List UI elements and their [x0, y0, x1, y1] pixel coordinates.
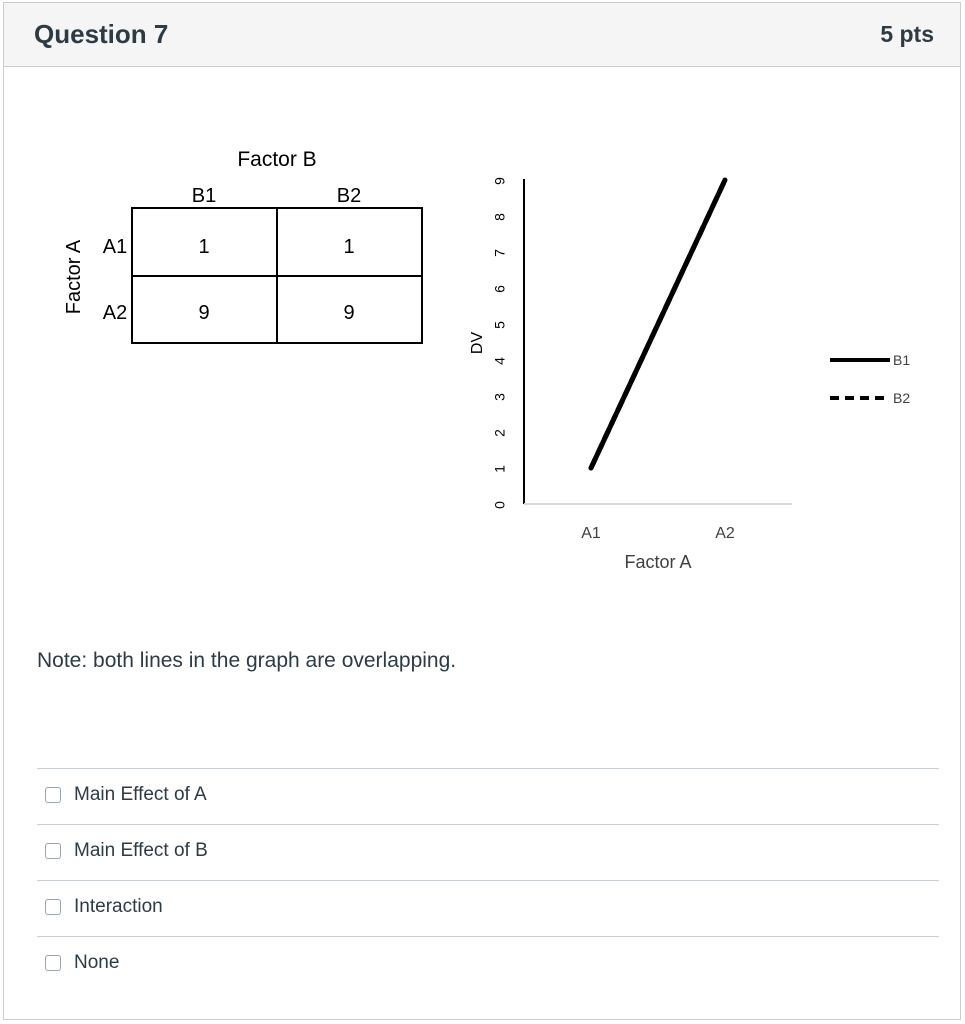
- factorial-table: [63, 148, 422, 343]
- answer-label: None: [74, 952, 120, 973]
- x-tick-label: A2: [715, 525, 735, 542]
- y-tick-label: 5: [491, 321, 508, 329]
- answer-list: [37, 768, 939, 992]
- y-tick-label: 8: [491, 213, 508, 221]
- table-cell-a1-b2: 1: [343, 236, 355, 258]
- y-tick-label: 7: [491, 249, 508, 257]
- answer-checkbox[interactable]: [45, 787, 61, 803]
- table-row-header-a2: A2: [102, 302, 128, 324]
- question-card: [3, 2, 961, 1020]
- question-title: Question 7: [34, 19, 169, 49]
- answer-label: Main Effect of B: [74, 840, 208, 861]
- y-tick-label: 6: [491, 285, 508, 293]
- y-axis-label: DV: [469, 331, 486, 355]
- answer-label: Interaction: [74, 896, 163, 917]
- y-tick-label: 2: [491, 429, 508, 437]
- question-figure: [4, 3, 960, 623]
- answer-checkbox[interactable]: [45, 955, 61, 971]
- table-cell-a1-b1: 1: [198, 236, 210, 258]
- answer-checkbox[interactable]: [45, 899, 61, 915]
- y-tick-label: 3: [491, 393, 508, 401]
- table-row-factor: Factor A: [63, 239, 85, 315]
- table-col-header-b2: B2: [336, 185, 362, 207]
- table-row-header-a1: A1: [102, 236, 128, 258]
- answer-option-main-effect-b[interactable]: [37, 824, 939, 880]
- y-tick-label: 4: [491, 357, 508, 365]
- table-col-factor: Factor B: [237, 148, 317, 171]
- table-cell-a2-b2: 9: [343, 302, 355, 324]
- series-line-b1: [591, 180, 725, 468]
- x-tick-label: A1: [581, 525, 601, 542]
- chart-legend: [830, 352, 910, 406]
- line-chart: [469, 177, 910, 572]
- legend-label-b2: B2: [893, 390, 911, 406]
- table-col-header-b1: B1: [191, 185, 217, 207]
- question-points: 5 pts: [880, 21, 934, 47]
- question-note: Note: both lines in the graph are overlapping.: [37, 649, 457, 672]
- answer-checkbox[interactable]: [45, 843, 61, 859]
- legend-label-b1: B1: [893, 352, 911, 368]
- x-axis-label: Factor A: [624, 552, 692, 572]
- y-tick-label: 0: [491, 501, 508, 509]
- answer-label: Main Effect of A: [74, 784, 207, 805]
- table-cell-a2-b1: 9: [198, 302, 210, 324]
- y-tick-label: 9: [491, 177, 508, 185]
- answer-option-interaction[interactable]: [37, 880, 939, 936]
- answer-option-none[interactable]: [37, 936, 939, 992]
- answer-option-main-effect-a[interactable]: [37, 768, 939, 824]
- y-tick-label: 1: [491, 465, 508, 473]
